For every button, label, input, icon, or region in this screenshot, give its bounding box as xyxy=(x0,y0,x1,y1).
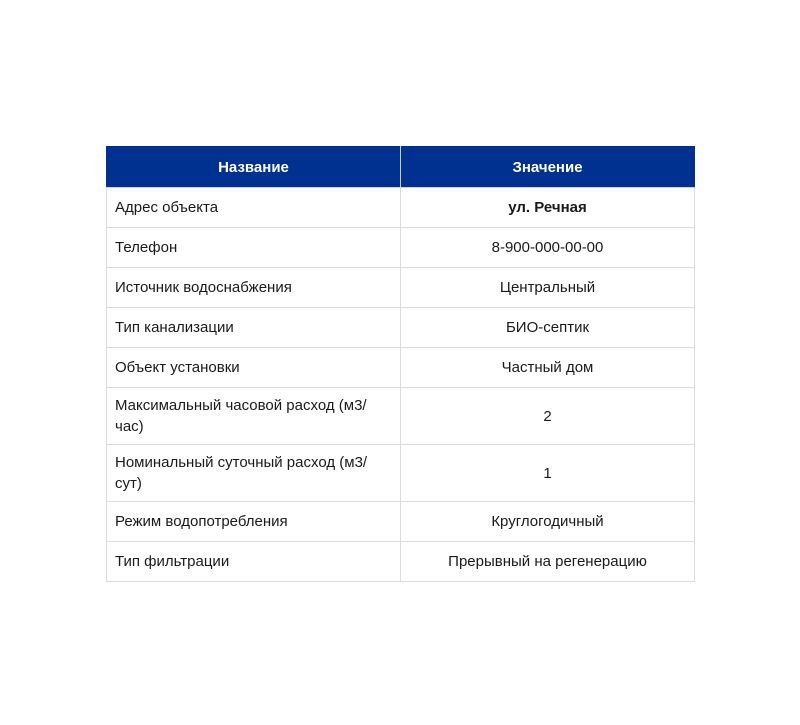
table-row xyxy=(107,348,695,388)
row-value-phone: 8-900-000-00-00 xyxy=(401,228,695,268)
spec-table xyxy=(106,146,695,582)
row-value-address: ул. Речная xyxy=(401,188,695,228)
row-name-nominal-daily-flow: Номинальный суточный расход (м3/сут) xyxy=(107,445,401,502)
row-name-address: Адрес объекта xyxy=(107,188,401,228)
table-row xyxy=(107,542,695,582)
row-name-consumption-mode: Режим водопотребления xyxy=(107,502,401,542)
table-header xyxy=(107,147,695,188)
row-value-max-hourly-flow: 2 xyxy=(401,388,695,445)
table-row xyxy=(107,308,695,348)
column-header-name: Название xyxy=(107,147,401,188)
row-name-water-source: Источник водоснабжения xyxy=(107,268,401,308)
row-name-sewage-type: Тип канализации xyxy=(107,308,401,348)
row-name-max-hourly-flow: Максимальный часовой расход (м3/час) xyxy=(107,388,401,445)
table-row xyxy=(107,502,695,542)
row-value-sewage-type: БИО-септик xyxy=(401,308,695,348)
table-body xyxy=(107,188,695,582)
table-header-row xyxy=(107,147,695,188)
table-row xyxy=(107,268,695,308)
table-row xyxy=(107,388,695,445)
row-name-phone: Телефон xyxy=(107,228,401,268)
row-value-filtration-type: Прерывный на регенерацию xyxy=(401,542,695,582)
table-row xyxy=(107,445,695,502)
row-name-filtration-type: Тип фильтрации xyxy=(107,542,401,582)
row-value-installation-object: Частный дом xyxy=(401,348,695,388)
row-value-nominal-daily-flow: 1 xyxy=(401,445,695,502)
table-row xyxy=(107,228,695,268)
table-row xyxy=(107,188,695,228)
row-value-consumption-mode: Круглогодичный xyxy=(401,502,695,542)
row-name-installation-object: Объект установки xyxy=(107,348,401,388)
column-header-value: Значение xyxy=(401,147,695,188)
spec-table-container xyxy=(106,146,694,582)
row-value-water-source: Центральный xyxy=(401,268,695,308)
